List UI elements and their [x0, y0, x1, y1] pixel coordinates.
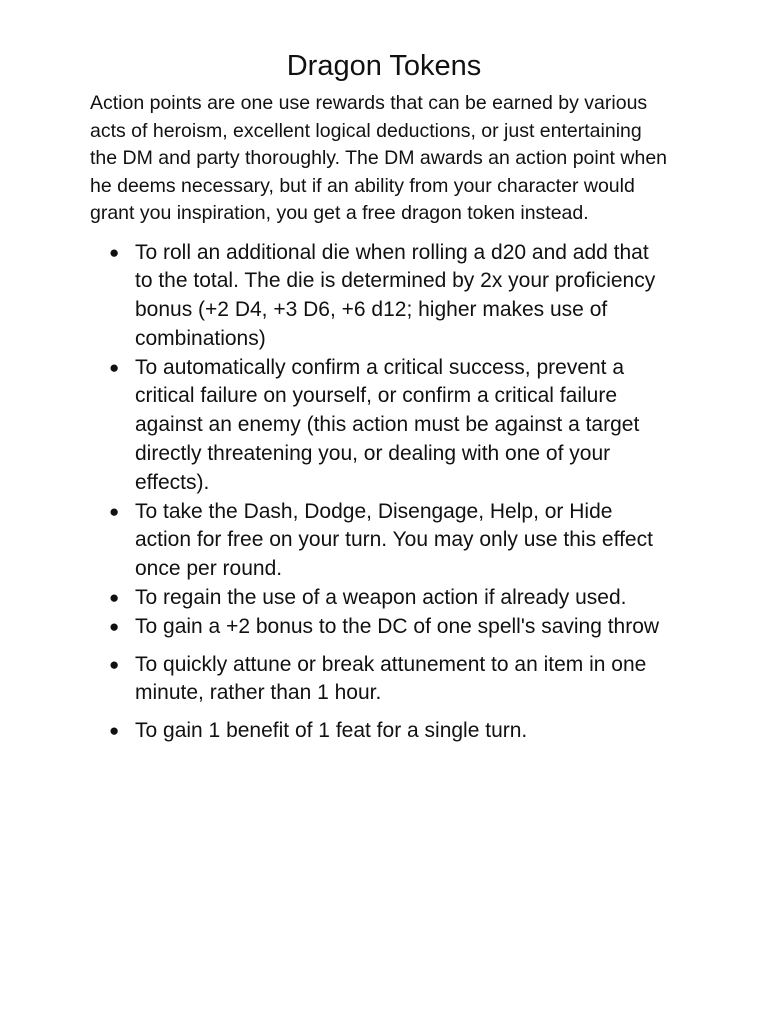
- list-item: [109, 498, 672, 584]
- document-title: Dragon Tokens: [286, 50, 482, 82]
- list-item: [109, 613, 672, 642]
- intro-paragraph: Action points are one use rewards that can be earned by various acts of heroism, excellent logical deductions, or just entertaining the DM and party thoroughly. The DM awards an action point when he deems necessary, but if an ability from your character would grant you inspiration, you get a free dragon token instead.: [90, 92, 668, 224]
- list-item: [109, 651, 672, 709]
- list-item: [109, 239, 672, 354]
- list-item-text: To take the Dash, Dodge, Disengage, Help, or Hide action for free on your turn. You may only use this effect once per round.: [135, 499, 653, 581]
- list-item-text: To regain the use of a weapon action if already used.: [135, 586, 627, 610]
- bullet-icon: ●: [109, 588, 120, 608]
- list-item: [109, 584, 672, 613]
- list-item-text: To roll an additional die when rolling a d20 and add that to the total. The die is determined by 2x your proficiency bonus (+2 D4, +3 D6, +6 d12; higher makes use of combinations): [135, 240, 656, 350]
- benefits-list: [90, 239, 672, 747]
- bullet-icon: ●: [109, 721, 120, 741]
- list-item: [109, 354, 672, 498]
- list-item-text: To gain a +2 bonus to the DC of one spell's saving throw: [135, 614, 660, 638]
- list-item-text: To automatically confirm a critical success, prevent a critical failure on yourself, or confirm a critical failure against an enemy (this action must be against a target directly threatening you, or dealing with one of your effects).: [135, 355, 640, 494]
- list-item: [109, 717, 672, 746]
- list-item-text: To quickly attune or break attunement to an item in one minute, rather than 1 hour.: [135, 652, 647, 705]
- bullet-icon: ●: [109, 501, 120, 521]
- bullet-icon: ●: [109, 242, 120, 262]
- bullet-icon: ●: [109, 357, 120, 377]
- list-item-text: To gain 1 benefit of 1 feat for a single turn.: [135, 719, 528, 743]
- bullet-icon: ●: [109, 616, 120, 636]
- bullet-icon: ●: [109, 654, 120, 674]
